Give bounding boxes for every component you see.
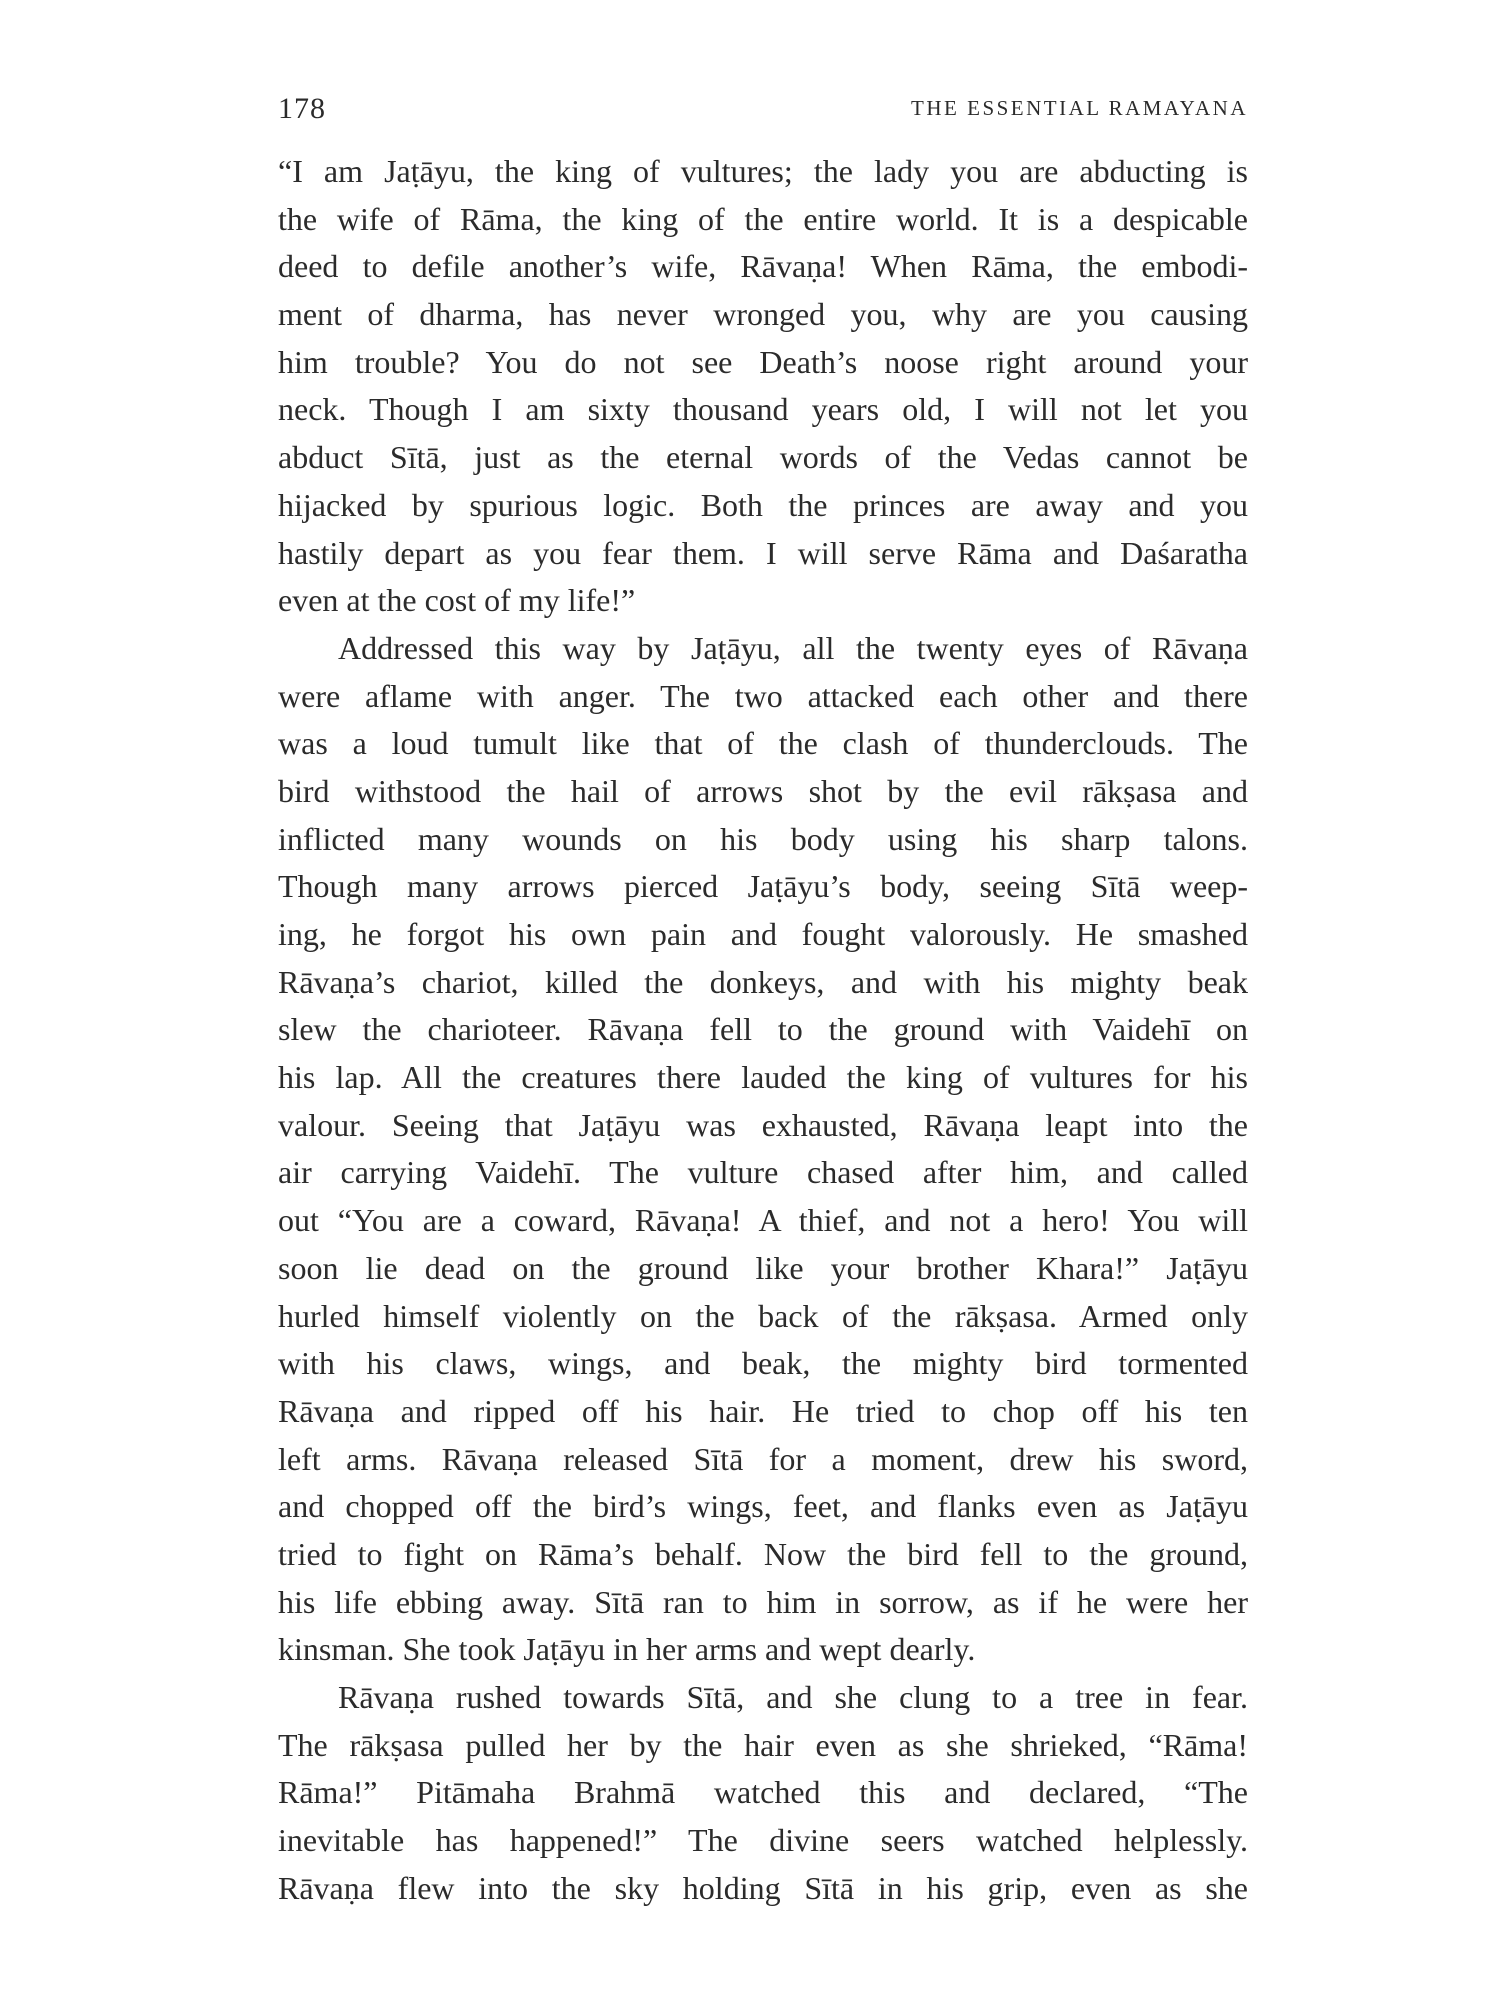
text-line: was a loud tumult like that of the clash of thunderclouds. The xyxy=(278,725,1248,762)
text-line: Addressed this way by Jaṭāyu, all the twenty eyes of Rāvaṇa xyxy=(338,629,1248,666)
text-line: bird withstood the hail of arrows shot by the evil rākṣasa and xyxy=(278,772,1248,809)
running-head xyxy=(278,92,1248,132)
text-line: air carrying Vaidehī. The vulture chased after him, and called xyxy=(278,1154,1248,1191)
text-line: Rāvaṇa flew into the sky holding Sītā in his grip, even as she xyxy=(278,1869,1248,1906)
text-line: hijacked by spurious logic. Both the princes are away and you xyxy=(278,486,1248,523)
text-line: Rāma!” Pitāmaha Brahmā watched this and declared, “The xyxy=(278,1774,1248,1811)
text-line: tried to fight on Rāma’s behalf. Now the bird fell to the ground, xyxy=(278,1535,1248,1572)
body-text xyxy=(278,148,1248,1912)
page-number: 178 xyxy=(278,92,326,125)
text-line: kinsman. She took Jaṭāyu in her arms and wept dearly. xyxy=(278,1631,976,1668)
paragraph xyxy=(278,1674,1248,1912)
text-line: were aflame with anger. The two attacked each other and there xyxy=(278,677,1248,714)
text-line: ment of dharma, has never wronged you, why are you causing xyxy=(278,296,1248,333)
text-line: even at the cost of my life!” xyxy=(278,582,636,619)
text-line: neck. Though I am sixty thousand years old, I will not let you xyxy=(278,391,1248,428)
text-line: the wife of Rāma, the king of the entire world. It is a despicable xyxy=(278,200,1248,237)
text-line: and chopped off the bird’s wings, feet, and flanks even as Jaṭāyu xyxy=(278,1488,1248,1525)
paragraph xyxy=(278,625,1248,1674)
text-line: with his claws, wings, and beak, the mighty bird tormented xyxy=(278,1345,1248,1382)
text-line: hastily depart as you fear them. I will serve Rāma and Daśaratha xyxy=(278,534,1248,571)
text-line: his life ebbing away. Sītā ran to him in sorrow, as if he were her xyxy=(278,1583,1248,1620)
text-line: deed to defile another’s wife, Rāvaṇa! When Rāma, the embodi- xyxy=(278,248,1248,285)
book-title: THE ESSENTIAL RAMAYANA xyxy=(911,96,1248,120)
text-line: out “You are a coward, Rāvaṇa! A thief, and not a hero! You will xyxy=(278,1202,1248,1239)
text-line: hurled himself violently on the back of the rākṣasa. Armed only xyxy=(278,1297,1248,1334)
text-line: slew the charioteer. Rāvaṇa fell to the ground with Vaidehī on xyxy=(278,1011,1248,1048)
text-line: abduct Sītā, just as the eternal words of the Vedas cannot be xyxy=(278,439,1248,476)
text-line: Rāvaṇa and ripped off his hair. He tried to chop off his ten xyxy=(278,1392,1248,1429)
text-line: valour. Seeing that Jaṭāyu was exhausted, Rāvaṇa leapt into the xyxy=(278,1106,1248,1143)
text-line: soon lie dead on the ground like your brother Khara!” Jaṭāyu xyxy=(278,1249,1248,1286)
paragraph xyxy=(278,148,1248,625)
text-line: left arms. Rāvaṇa released Sītā for a moment, drew his sword, xyxy=(278,1440,1248,1477)
text-line: “I am Jaṭāyu, the king of vultures; the lady you are abducting is xyxy=(278,153,1248,189)
text-line: Rāvaṇa’s chariot, killed the donkeys, and with his mighty beak xyxy=(278,963,1248,1000)
text-line: inflicted many wounds on his body using his sharp talons. xyxy=(278,820,1248,857)
text-line: his lap. All the creatures there lauded the king of vultures for his xyxy=(278,1059,1248,1096)
text-line: Though many arrows pierced Jaṭāyu’s body, seeing Sītā weep- xyxy=(278,868,1248,905)
text-line: The rākṣasa pulled her by the hair even as she shrieked, “Rāma! xyxy=(278,1726,1248,1763)
text-line: Rāvaṇa rushed towards Sītā, and she clung to a tree in fear. xyxy=(338,1679,1248,1715)
text-line: ing, he forgot his own pain and fought valorously. He smashed xyxy=(278,916,1248,952)
text-line: him trouble? You do not see Death’s noose right around your xyxy=(278,343,1248,380)
text-line: inevitable has happened!” The divine seers watched helplessly. xyxy=(278,1822,1248,1859)
